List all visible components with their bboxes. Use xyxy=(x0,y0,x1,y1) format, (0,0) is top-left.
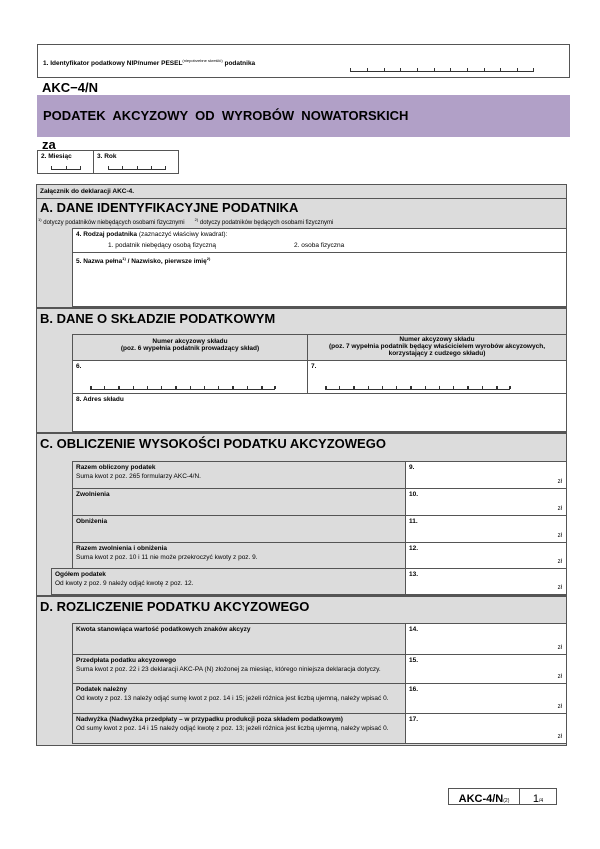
za-label: za xyxy=(42,137,56,152)
section-d-title: D. ROZLICZENIE PODATKU AKCYZOWEGO xyxy=(40,599,310,614)
field-7-excise-number[interactable]: 7. xyxy=(307,360,567,394)
row-10-label: Zwolnienia xyxy=(72,488,406,516)
section-c-title: C. OBLICZENIE WYSOKOŚCI PODATKU AKCYZOWEGO xyxy=(40,436,386,451)
field-8-address[interactable]: 8. Adres składu xyxy=(72,393,567,432)
field-17[interactable]: 17. zł xyxy=(405,713,567,744)
row-12-label: Razem zwolnienia i obniżenia Suma kwot z poz. 10 i 11 nie może przekroczyć kwoty z poz. 9. xyxy=(72,542,406,569)
month-field[interactable]: 2. Miesiąc xyxy=(37,150,94,174)
row-13-label: Ogółem podatek Od kwoty z poz. 9 należy odjąć kwotę z poz. 12. xyxy=(51,568,406,595)
field-10[interactable]: 10. zł xyxy=(405,488,567,516)
col-7-header: Numer akcyzowy składu (poz. 7 wypełnia podatnik będący właścicielem wyrobów akcyzowych, korzystający z cudzego składu) xyxy=(307,334,567,361)
field-15[interactable]: 15. zł xyxy=(405,654,567,684)
row-14-label: Kwota stanowiąca wartość podatkowych znaków akcyzy xyxy=(72,623,406,655)
page-title: PODATEK AKCYZOWY OD WYROBÓW NOWATORSKICH xyxy=(43,108,409,123)
field-12[interactable]: 12. zł xyxy=(405,542,567,569)
field-16[interactable]: 16. zł xyxy=(405,683,567,714)
field-13[interactable]: 13. zł xyxy=(405,568,567,595)
row-11-label: Obniżenia xyxy=(72,515,406,543)
nip-label: 1. Identyfikator podatkowy NIP/numer PESEL xyxy=(43,60,183,68)
field-9[interactable]: 9. zł xyxy=(405,461,567,489)
section-a-title: A. DANE IDENTYFIKACYJNE PODATNIKA xyxy=(40,200,299,215)
col-6-header: Numer akcyzowy składu (poz. 6 wypełnia podatnik prowadzący skład) xyxy=(72,334,308,361)
section-b-title: B. DANE O SKŁADZIE PODATKOWYM xyxy=(40,311,276,326)
row-17-label: Nadwyżka (Nadwyżka przedpłaty – w przypadku produkcji poza składem podatkowym) Od sumy kwot z poz. 14 i 15 należy odjąć kwotę z poz. 13; jeżeli różnica jest liczbą ujemną, należy wpisać 0. xyxy=(72,713,406,744)
field-5-name[interactable]: 5. Nazwa pełna$^{1)}$ / Nazwisko, pierwsze imię$^{2)}$ xyxy=(72,252,567,307)
option-non-natural-person[interactable]: 1. podatnik niebędący osobą fizyczną xyxy=(108,242,217,249)
footer-form-code: AKC-4/N(2) xyxy=(448,788,520,805)
row-9-label: Razem obliczony podatek Suma kwot z poz. 265 formularzy AKC-4/N. xyxy=(72,461,406,489)
row-15-label: Przedpłata podatku akcyzowego Suma kwot z poz. 22 i 23 deklaracji AKC-PA (N) złożonej za miesiąc, którego niniejsza deklaracja dotyczy. xyxy=(72,654,406,684)
year-field[interactable]: 3. Rok xyxy=(93,150,179,174)
title-banner xyxy=(37,95,570,137)
field-6-excise-number[interactable]: 6. xyxy=(72,360,308,394)
footer-page-number: 1/4 xyxy=(519,788,557,805)
form-body xyxy=(36,184,567,746)
field-11[interactable]: 11. zł xyxy=(405,515,567,543)
field-14[interactable]: 14. zł xyxy=(405,623,567,655)
option-natural-person[interactable]: 2. osoba fizyczna xyxy=(294,242,345,249)
row-16-label: Podatek należny Od kwoty z poz. 13 należy odjąć sumę kwot z poz. 14 i 15; jeżeli różnica jest liczbą ujemną, należy wpisać 0. xyxy=(72,683,406,714)
field-4-taxpayer-type: 4. Rodzaj podatnika (zaznaczyć właściwy kwadrat): 1. podatnik niebędący osobą fizyczną 2. osoba fizyczna xyxy=(72,228,567,253)
nip-box: 1. Identyfikator podatkowy NIP/numer $PESEL^{(niepotrzebne skreślić)}$ podatnika xyxy=(37,44,570,78)
form-code: AKC−4/N xyxy=(42,80,98,95)
attachment-note: Załącznik do deklaracji AKC-4. xyxy=(40,188,135,195)
nip-input[interactable] xyxy=(350,67,534,72)
footnotes: $^{1)}$ dotyczy podatników niebędących osobami fizycznymi $^{2)}$ dotyczy podatników będących osobami fizycznymi xyxy=(38,217,334,226)
